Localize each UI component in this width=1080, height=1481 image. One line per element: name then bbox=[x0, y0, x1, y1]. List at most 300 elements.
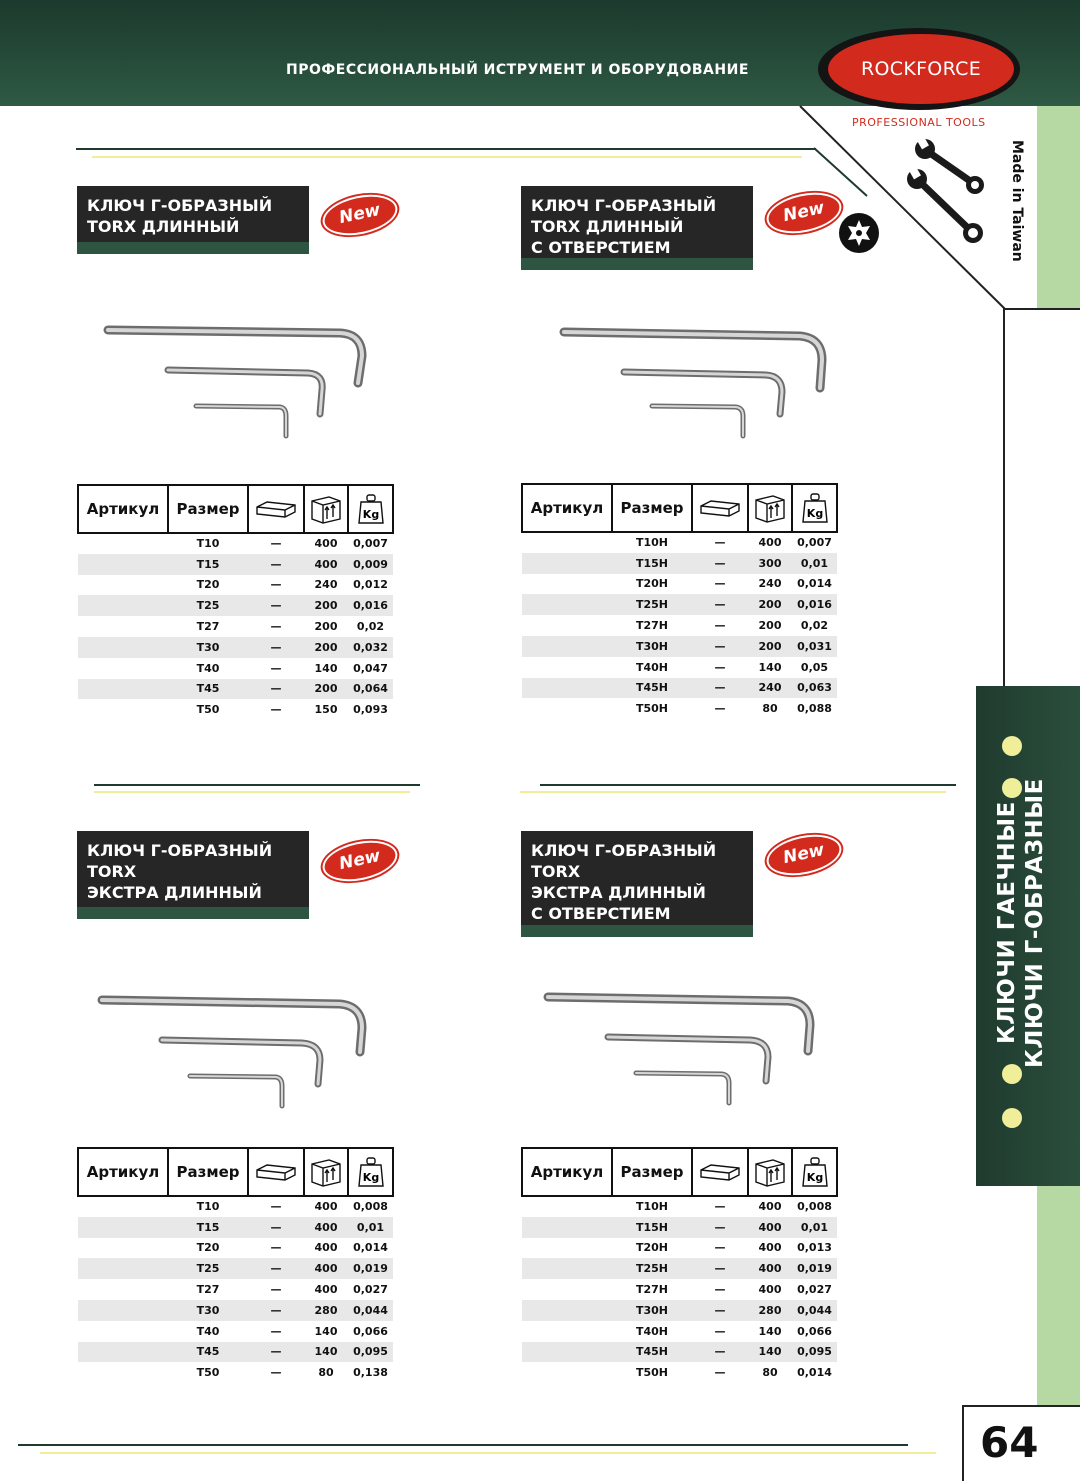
cell-kg: 0,05 bbox=[800, 660, 829, 674]
cell-box: — bbox=[270, 703, 282, 717]
cell-kg: 0,02 bbox=[800, 619, 829, 633]
table-row bbox=[522, 1362, 837, 1383]
product-title bbox=[77, 831, 309, 907]
box-icon bbox=[248, 1148, 304, 1196]
cell-carton: 80 bbox=[762, 1366, 778, 1380]
cell-carton: 140 bbox=[314, 1324, 338, 1338]
table-row bbox=[78, 1342, 393, 1363]
cell-box: — bbox=[248, 1342, 304, 1363]
cell-kg: 0,012 bbox=[353, 578, 388, 592]
cell-box: — bbox=[714, 1200, 726, 1214]
table-row bbox=[522, 1258, 837, 1279]
cell-box: — bbox=[692, 636, 748, 657]
carton-icon bbox=[304, 1148, 348, 1196]
table-row bbox=[522, 1196, 837, 1217]
product-title-line: КЛЮЧ Г-ОБРАЗНЫЙ bbox=[87, 841, 273, 860]
cell-carton: 400 bbox=[314, 1200, 338, 1214]
cell-box: — bbox=[692, 1342, 748, 1363]
divider-line bbox=[76, 148, 816, 150]
cell-size: T45 bbox=[168, 1342, 248, 1363]
product-image bbox=[540, 985, 825, 1110]
product-title-line: ЭКСТРА ДЛИННЫЙ bbox=[531, 883, 706, 902]
table-row bbox=[522, 636, 837, 657]
cell-box: — bbox=[270, 537, 282, 551]
table-row bbox=[522, 532, 837, 553]
weight-icon bbox=[792, 1148, 837, 1196]
cell-size: T30H bbox=[612, 636, 692, 657]
product-title-line: КЛЮЧ Г-ОБРАЗНЫЙ bbox=[87, 196, 273, 215]
cell-carton: 400 bbox=[748, 1258, 792, 1279]
cell-carton: 200 bbox=[304, 637, 348, 658]
cell-article bbox=[78, 679, 168, 700]
cell-article bbox=[522, 615, 612, 636]
cell-size: T40H bbox=[635, 1324, 669, 1338]
cell-box: — bbox=[714, 619, 726, 633]
cell-carton: 280 bbox=[748, 1300, 792, 1321]
product-title bbox=[77, 186, 309, 242]
cell-article bbox=[522, 1362, 612, 1383]
cell-size: T15 bbox=[168, 1217, 248, 1238]
cell-box: — bbox=[714, 1366, 726, 1380]
cell-article bbox=[78, 533, 168, 554]
cell-size: T40H bbox=[635, 660, 669, 674]
cell-size: T30 bbox=[168, 1300, 248, 1321]
cell-article bbox=[522, 678, 612, 699]
cell-size: T45H bbox=[612, 678, 692, 699]
cell-article bbox=[522, 574, 612, 595]
cell-kg: 0,031 bbox=[792, 636, 837, 657]
cell-article bbox=[78, 637, 168, 658]
svg-text:Kg: Kg bbox=[806, 1171, 823, 1184]
brand-name: ROCKFORCE bbox=[828, 34, 1014, 104]
new-badge: New bbox=[763, 187, 845, 240]
table-row bbox=[78, 679, 393, 700]
cell-size: T10H bbox=[635, 536, 669, 550]
cell-kg: 0,009 bbox=[348, 554, 393, 575]
cell-size: T30H bbox=[612, 1300, 692, 1321]
divider-line bbox=[520, 791, 946, 793]
table-row bbox=[522, 1342, 837, 1363]
product-title-line: С ОТВЕРСТИЕМ bbox=[531, 904, 671, 923]
cell-size: T25H bbox=[612, 594, 692, 615]
cell-kg: 0,01 bbox=[792, 553, 837, 574]
new-badge: New bbox=[763, 829, 845, 882]
cell-carton: 240 bbox=[314, 578, 338, 592]
cell-box: — bbox=[270, 1283, 282, 1297]
table-row bbox=[522, 678, 837, 699]
cell-size: T40 bbox=[196, 1324, 220, 1338]
table-row bbox=[78, 1279, 393, 1300]
box-icon bbox=[248, 485, 304, 533]
table-row bbox=[522, 657, 837, 678]
table-header bbox=[522, 1148, 837, 1196]
col-size: Размер bbox=[168, 485, 248, 533]
cell-article bbox=[78, 554, 168, 575]
cell-box: — bbox=[248, 637, 304, 658]
table-row bbox=[78, 575, 393, 596]
cell-size: T25H bbox=[612, 1258, 692, 1279]
cell-article bbox=[78, 658, 168, 679]
bullet-icon bbox=[1002, 736, 1022, 756]
cell-size: T45H bbox=[612, 1342, 692, 1363]
product-title-line: КЛЮЧ Г-ОБРАЗНЫЙ bbox=[531, 196, 717, 215]
cell-box: — bbox=[692, 678, 748, 699]
carton-icon bbox=[748, 1148, 792, 1196]
cell-size: T27 bbox=[196, 1283, 220, 1297]
cell-kg: 0,01 bbox=[348, 1217, 393, 1238]
cell-size: T10 bbox=[196, 1200, 220, 1214]
cell-kg: 0,095 bbox=[348, 1342, 393, 1363]
cell-kg: 0,047 bbox=[353, 661, 388, 675]
table-header bbox=[522, 484, 837, 532]
cell-carton: 150 bbox=[314, 703, 338, 717]
cell-box: — bbox=[270, 1200, 282, 1214]
cell-kg: 0,088 bbox=[797, 702, 832, 716]
cell-article bbox=[78, 1342, 168, 1363]
table-row bbox=[78, 637, 393, 658]
cell-kg: 0,007 bbox=[797, 536, 832, 550]
table-row bbox=[78, 1362, 393, 1383]
cell-carton: 200 bbox=[758, 619, 782, 633]
col-article: Артикул bbox=[78, 485, 168, 533]
col-article: Артикул bbox=[522, 484, 612, 532]
table-row bbox=[78, 699, 393, 720]
cell-size: T20 bbox=[196, 578, 220, 592]
table-row bbox=[78, 595, 393, 616]
table-row bbox=[78, 658, 393, 679]
divider-line bbox=[540, 784, 956, 786]
cell-kg: 0,014 bbox=[797, 1366, 832, 1380]
new-badge: New bbox=[319, 189, 401, 242]
weight-icon bbox=[348, 1148, 393, 1196]
table-row bbox=[78, 1321, 393, 1342]
cell-article bbox=[522, 657, 612, 678]
svg-text:Kg: Kg bbox=[362, 508, 379, 521]
cell-carton: 240 bbox=[748, 678, 792, 699]
divider-line bbox=[92, 156, 802, 158]
cell-kg: 0,138 bbox=[353, 1366, 388, 1380]
spec-table bbox=[521, 1147, 838, 1383]
section-title-2: КЛЮЧИ Г-ОБРАЗНЫЕ bbox=[1022, 778, 1048, 1068]
cell-box: — bbox=[248, 1217, 304, 1238]
brand-subtitle: PROFESSIONAL TOOLS bbox=[852, 116, 986, 129]
torx-icon bbox=[838, 212, 880, 254]
table-row bbox=[522, 1279, 837, 1300]
table-row bbox=[522, 553, 837, 574]
cell-size: T10H bbox=[635, 1200, 669, 1214]
cell-article bbox=[522, 553, 612, 574]
side-panel bbox=[1003, 308, 1080, 686]
header-row bbox=[522, 484, 837, 532]
cell-carton: 200 bbox=[314, 620, 338, 634]
cell-box: — bbox=[714, 1283, 726, 1297]
cell-box: — bbox=[714, 1241, 726, 1255]
cell-size: T27H bbox=[635, 619, 669, 633]
cell-article bbox=[78, 699, 168, 720]
cell-kg: 0,007 bbox=[353, 537, 388, 551]
cell-article bbox=[78, 575, 168, 596]
table-row bbox=[522, 594, 837, 615]
cell-carton: 240 bbox=[758, 577, 782, 591]
cell-size: T50H bbox=[635, 702, 669, 716]
table-row bbox=[522, 1217, 837, 1238]
cell-carton: 400 bbox=[758, 1283, 782, 1297]
header-row bbox=[522, 1148, 837, 1196]
cell-kg: 0,027 bbox=[353, 1283, 388, 1297]
table-row bbox=[522, 615, 837, 636]
product-title bbox=[521, 831, 753, 925]
cell-carton: 400 bbox=[758, 1241, 782, 1255]
made-in-text: Made in Taiwan bbox=[1009, 140, 1025, 262]
product-title-line: КЛЮЧ Г-ОБРАЗНЫЙ bbox=[531, 841, 717, 860]
cell-kg: 0,013 bbox=[797, 1241, 832, 1255]
cell-carton: 400 bbox=[304, 554, 348, 575]
table-header bbox=[78, 1148, 393, 1196]
cell-box: — bbox=[714, 536, 726, 550]
cell-article bbox=[78, 1258, 168, 1279]
cell-article bbox=[78, 595, 168, 616]
cell-article bbox=[522, 1279, 612, 1300]
cell-size: T27H bbox=[635, 1283, 669, 1297]
cell-carton: 280 bbox=[304, 1300, 348, 1321]
box-icon bbox=[692, 1148, 748, 1196]
bullet-icon bbox=[1002, 1064, 1022, 1084]
table-row bbox=[78, 554, 393, 575]
cell-kg: 0,01 bbox=[792, 1217, 837, 1238]
cell-kg: 0,044 bbox=[792, 1300, 837, 1321]
table-row bbox=[522, 1238, 837, 1259]
col-size: Размер bbox=[168, 1148, 248, 1196]
cell-article bbox=[78, 1321, 168, 1342]
section-tab bbox=[976, 686, 1080, 1186]
cell-size: T10 bbox=[196, 537, 220, 551]
cell-kg: 0,016 bbox=[348, 595, 393, 616]
made-in-label bbox=[1000, 140, 1030, 280]
cell-article bbox=[78, 1238, 168, 1259]
table-header bbox=[78, 485, 393, 533]
weight-icon bbox=[792, 484, 837, 532]
cell-size: T15H bbox=[612, 553, 692, 574]
cell-box: — bbox=[692, 1217, 748, 1238]
cell-carton: 200 bbox=[304, 679, 348, 700]
divider-line bbox=[94, 791, 410, 793]
table-row bbox=[78, 1217, 393, 1238]
table-body bbox=[78, 533, 393, 720]
cell-size: T25 bbox=[168, 1258, 248, 1279]
cell-size: T15H bbox=[612, 1217, 692, 1238]
cell-box: — bbox=[248, 595, 304, 616]
cell-carton: 200 bbox=[748, 594, 792, 615]
product-title-line: TORX ДЛИННЫЙ bbox=[531, 217, 684, 236]
cell-size: T20 bbox=[196, 1241, 220, 1255]
cell-box: — bbox=[248, 1258, 304, 1279]
cell-carton: 400 bbox=[314, 1283, 338, 1297]
table-row bbox=[522, 1321, 837, 1342]
table-row bbox=[78, 533, 393, 554]
table-body bbox=[522, 532, 837, 719]
cell-size: T25 bbox=[168, 595, 248, 616]
product-title-line: TORX bbox=[531, 862, 581, 881]
cell-article bbox=[522, 1258, 612, 1279]
cell-article bbox=[78, 1300, 168, 1321]
cell-article bbox=[522, 698, 612, 719]
table-body bbox=[522, 1196, 837, 1383]
cell-carton: 400 bbox=[304, 1217, 348, 1238]
header-tagline: ПРОФЕССИОНАЛЬНЫЙ ИСТРУМЕНТ И ОБОРУДОВАНИЕ bbox=[286, 62, 749, 78]
col-article: Артикул bbox=[78, 1148, 168, 1196]
product-image bbox=[100, 318, 380, 443]
cell-kg: 0,027 bbox=[797, 1283, 832, 1297]
cell-kg: 0,093 bbox=[353, 703, 388, 717]
cell-carton: 400 bbox=[758, 536, 782, 550]
cell-carton: 140 bbox=[748, 1342, 792, 1363]
cell-article bbox=[522, 1238, 612, 1259]
wrench-icon bbox=[905, 135, 990, 250]
header-row bbox=[78, 485, 393, 533]
bullet-icon bbox=[1002, 778, 1022, 798]
cell-kg: 0,014 bbox=[353, 1241, 388, 1255]
table-body bbox=[78, 1196, 393, 1383]
cell-size: T30 bbox=[168, 637, 248, 658]
cell-box: — bbox=[270, 1324, 282, 1338]
cell-carton: 300 bbox=[748, 553, 792, 574]
cell-kg: 0,095 bbox=[792, 1342, 837, 1363]
cell-article bbox=[78, 1217, 168, 1238]
spec-table bbox=[77, 1147, 394, 1383]
cell-size: T50 bbox=[196, 703, 220, 717]
product-title-line: С ОТВЕРСТИЕМ bbox=[531, 238, 671, 257]
product-image bbox=[94, 990, 379, 1115]
carton-icon bbox=[748, 484, 792, 532]
cell-kg: 0,066 bbox=[353, 1324, 388, 1338]
bullet-icon bbox=[1002, 1108, 1022, 1128]
divider-line bbox=[94, 784, 420, 786]
cell-box: — bbox=[692, 553, 748, 574]
table-row bbox=[78, 616, 393, 637]
cell-article bbox=[78, 1362, 168, 1383]
table-row bbox=[78, 1300, 393, 1321]
cell-kg: 0,008 bbox=[797, 1200, 832, 1214]
cell-article bbox=[522, 532, 612, 553]
cell-box: — bbox=[692, 1258, 748, 1279]
cell-size: T50H bbox=[635, 1366, 669, 1380]
cell-carton: 140 bbox=[304, 1342, 348, 1363]
cell-kg: 0,02 bbox=[356, 620, 385, 634]
cell-box: — bbox=[714, 1324, 726, 1338]
cell-size: T20H bbox=[635, 577, 669, 591]
table-row bbox=[522, 1300, 837, 1321]
cell-article bbox=[522, 1217, 612, 1238]
cell-article bbox=[522, 1300, 612, 1321]
product-title-line: TORX ДЛИННЫЙ bbox=[87, 217, 240, 236]
cell-box: — bbox=[248, 1300, 304, 1321]
cell-carton: 400 bbox=[758, 1200, 782, 1214]
cell-size: T50 bbox=[196, 1366, 220, 1380]
cell-carton: 140 bbox=[314, 661, 338, 675]
cell-size: T20H bbox=[635, 1241, 669, 1255]
cell-carton: 200 bbox=[748, 636, 792, 657]
cell-box: — bbox=[270, 1366, 282, 1380]
cell-kg: 0,019 bbox=[792, 1258, 837, 1279]
cell-size: T40 bbox=[196, 661, 220, 675]
cell-kg: 0,044 bbox=[348, 1300, 393, 1321]
divider-line bbox=[18, 1444, 908, 1446]
new-badge: New bbox=[319, 835, 401, 888]
cell-article bbox=[78, 1196, 168, 1217]
cell-box: — bbox=[248, 679, 304, 700]
cell-carton: 200 bbox=[304, 595, 348, 616]
col-size: Размер bbox=[612, 484, 692, 532]
product-title-line: ЭКСТРА ДЛИННЫЙ bbox=[87, 883, 262, 902]
cell-carton: 400 bbox=[314, 537, 338, 551]
col-article: Артикул bbox=[522, 1148, 612, 1196]
cell-box: — bbox=[270, 661, 282, 675]
cell-box: — bbox=[270, 1241, 282, 1255]
spec-table bbox=[77, 484, 394, 720]
svg-text:Kg: Kg bbox=[806, 507, 823, 520]
weight-icon bbox=[348, 485, 393, 533]
cell-article bbox=[522, 1342, 612, 1363]
cell-carton: 400 bbox=[748, 1217, 792, 1238]
cell-size: T45 bbox=[168, 679, 248, 700]
divider-line bbox=[40, 1452, 936, 1454]
cell-article bbox=[522, 594, 612, 615]
cell-box: — bbox=[248, 554, 304, 575]
table-row bbox=[522, 698, 837, 719]
cell-kg: 0,032 bbox=[348, 637, 393, 658]
carton-icon bbox=[304, 485, 348, 533]
box-icon bbox=[692, 484, 748, 532]
cell-box: — bbox=[714, 577, 726, 591]
cell-article bbox=[522, 1196, 612, 1217]
cell-box: — bbox=[270, 620, 282, 634]
table-row bbox=[78, 1258, 393, 1279]
cell-article bbox=[522, 636, 612, 657]
cell-carton: 400 bbox=[314, 1241, 338, 1255]
cell-article bbox=[78, 616, 168, 637]
cell-box: — bbox=[692, 594, 748, 615]
brand-logo bbox=[818, 28, 1020, 110]
cell-article bbox=[78, 1279, 168, 1300]
divider-decor bbox=[812, 146, 872, 200]
header-row bbox=[78, 1148, 393, 1196]
cell-kg: 0,019 bbox=[348, 1258, 393, 1279]
cell-kg: 0,064 bbox=[348, 679, 393, 700]
cell-carton: 140 bbox=[758, 660, 782, 674]
spec-table bbox=[521, 483, 838, 719]
cell-article bbox=[522, 1321, 612, 1342]
cell-size: T27 bbox=[196, 620, 220, 634]
cell-carton: 80 bbox=[318, 1366, 334, 1380]
cell-size: T15 bbox=[168, 554, 248, 575]
product-title bbox=[521, 186, 753, 258]
cell-kg: 0,014 bbox=[797, 577, 832, 591]
cell-carton: 80 bbox=[762, 702, 778, 716]
cell-box: — bbox=[270, 578, 282, 592]
table-row bbox=[78, 1238, 393, 1259]
cell-box: — bbox=[714, 702, 726, 716]
cell-kg: 0,066 bbox=[797, 1324, 832, 1338]
cell-carton: 140 bbox=[758, 1324, 782, 1338]
cell-box: — bbox=[692, 1300, 748, 1321]
table-row bbox=[522, 574, 837, 595]
cell-kg: 0,008 bbox=[353, 1200, 388, 1214]
cell-carton: 400 bbox=[304, 1258, 348, 1279]
svg-text:Kg: Kg bbox=[362, 1171, 379, 1184]
cell-kg: 0,063 bbox=[792, 678, 837, 699]
product-title-line: TORX bbox=[87, 862, 137, 881]
cell-kg: 0,016 bbox=[792, 594, 837, 615]
